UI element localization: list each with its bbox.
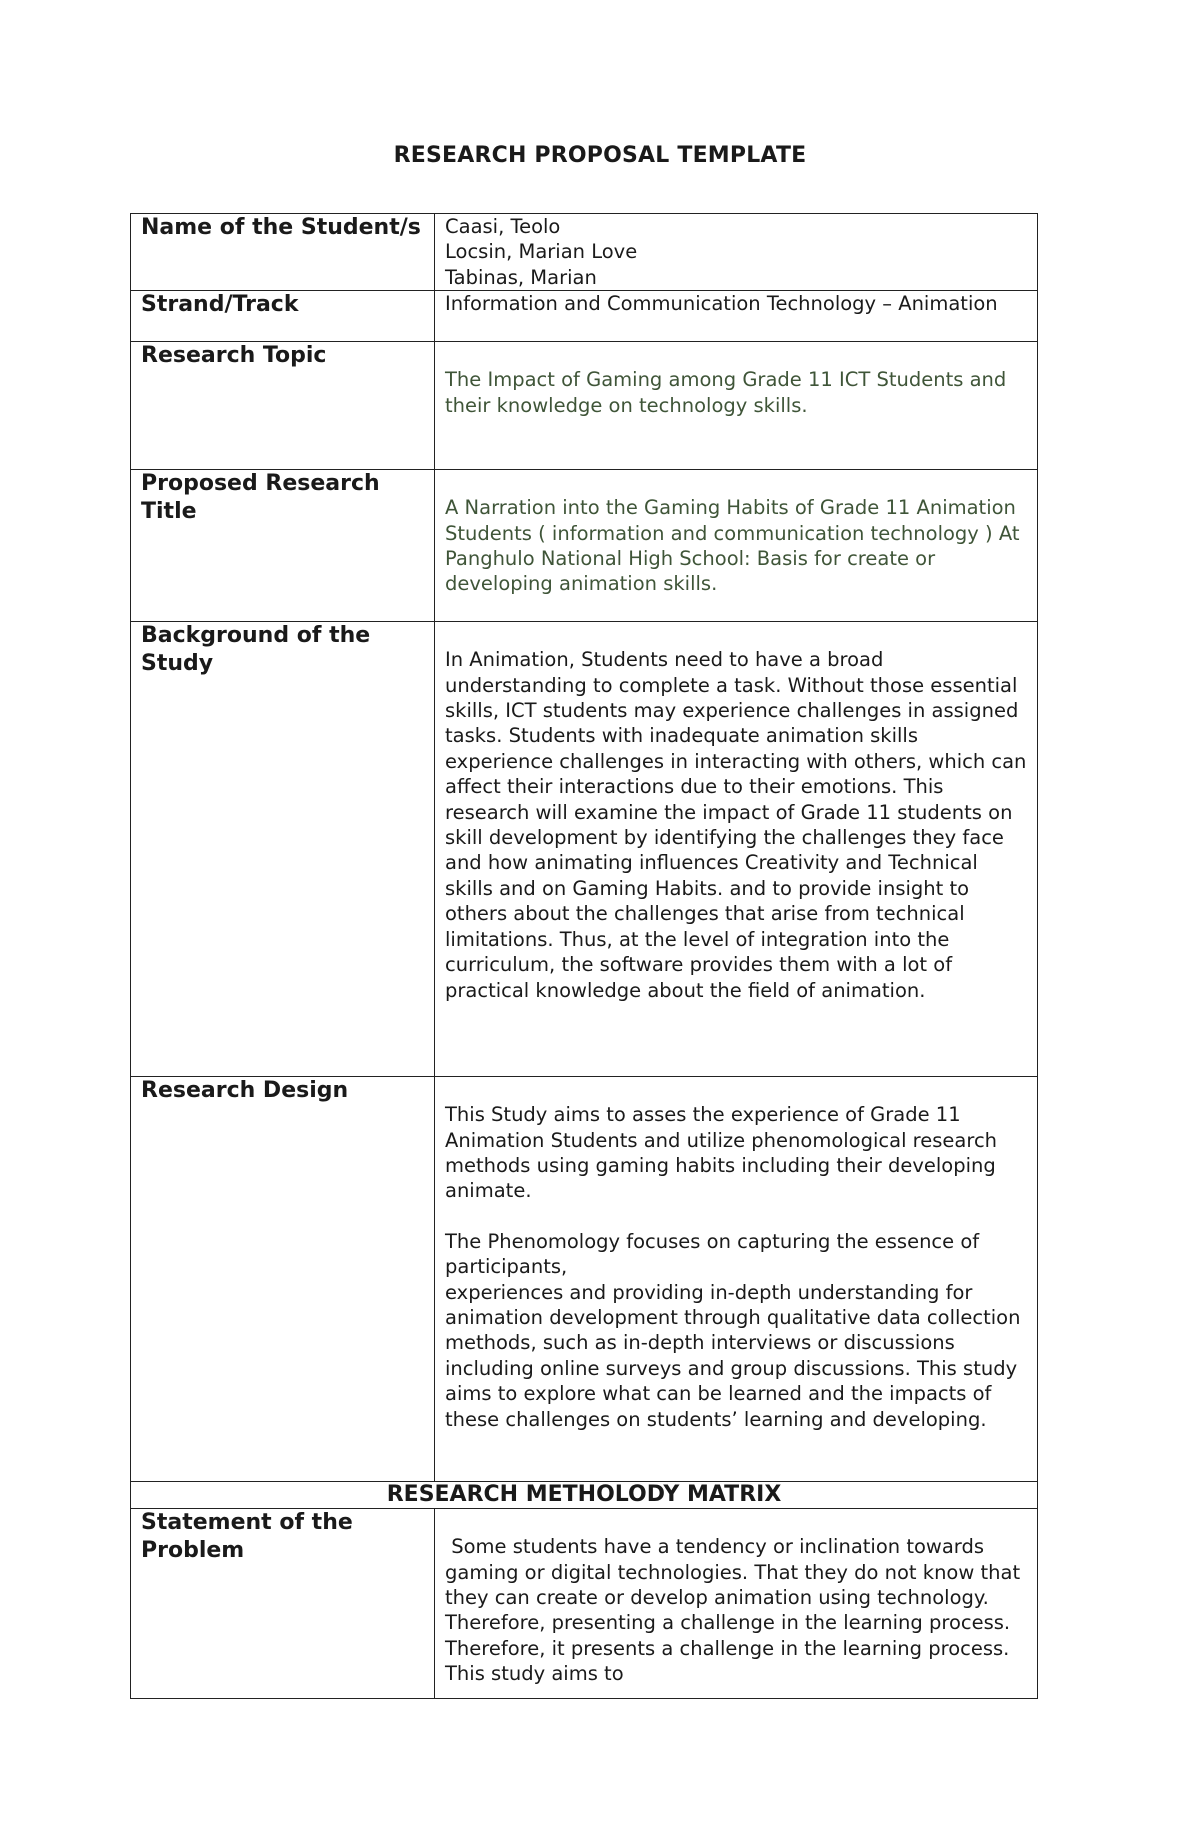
row-problem <box>131 1509 1038 1699</box>
proposal-table <box>130 213 1038 1699</box>
row-students <box>131 214 1038 291</box>
strand-value: Information and Communication Technology – Animation <box>445 292 998 316</box>
strand-label: Strand/Track <box>141 292 299 318</box>
label-cell <box>131 342 435 470</box>
page-title: RESEARCH PROPOSAL TEMPLATE <box>393 143 807 168</box>
label-cell <box>131 470 435 622</box>
row-research-design <box>131 1077 1038 1482</box>
row-topic <box>131 342 1038 470</box>
design-paragraph-2-line-1: The Phenomology focuses on capturing the essence of participants, <box>445 1229 980 1279</box>
proposed-title-value: A Narration into the Gaming Habits of Grade 11 Animation Students ( information and communication technology ) At Panghulo National High School: Basis for create or developing animation skills. <box>445 496 1020 596</box>
students-label: Name of the Student/s <box>141 215 421 240</box>
matrix-heading: RESEARCH METHOLODY MATRIX <box>131 1482 1038 1509</box>
student-name: Caasi, Teolo <box>445 215 561 238</box>
value-cell <box>435 470 1038 622</box>
row-matrix-heading <box>131 1482 1038 1509</box>
background-label: Background of the Study <box>141 623 371 677</box>
topic-line: The Impact of Gaming among Grade 11 ICT Students and <box>445 368 1007 392</box>
student-name: Locsin, Marian Love <box>445 240 638 264</box>
proposed-title-label: Proposed Research Title <box>141 471 380 525</box>
value-cell <box>435 214 1038 291</box>
row-background <box>131 622 1038 1077</box>
label-cell <box>131 291 435 342</box>
problem-value: Some students have a tendency or inclination towards gaming or digital technologies. That they do not know that they can create or develop animation using technology. Therefore, presenting a challenge in the learning process. Therefore, it presents a challenge in the learning process. This study aims to <box>445 1535 1027 1686</box>
background-value: In Animation, Students need to have a broad understanding to complete a task. Without those essential skills, ICT students may experience challenges in assigned tasks. Students with inadequate animation skills experience challenges in interacting with others, which can affect their interactions due to their emotions. This research will examine the impact of Grade 11 students on skill development by identifying the challenges they face and how animating influences Creativity and Technical skills and on Gaming Habits. and to provide insight to others about the challenges that arise from technical limitations. Thus, at the level of integration into the curriculum, the software provides them with a lot of practical knowledge about the field of animation. <box>445 648 1027 1002</box>
row-strand <box>131 291 1038 342</box>
value-cell <box>435 622 1038 1077</box>
problem-label: Statement of the Problem <box>141 1510 353 1564</box>
label-cell <box>131 214 435 291</box>
value-cell <box>435 1077 1038 1482</box>
value-cell <box>435 291 1038 342</box>
student-name: Tabinas, Marian <box>445 265 597 289</box>
label-cell <box>131 622 435 1077</box>
topic-label: Research Topic <box>141 343 327 369</box>
label-cell <box>131 1077 435 1482</box>
design-label: Research Design <box>141 1078 349 1104</box>
label-cell <box>131 1509 435 1699</box>
value-cell <box>435 1509 1038 1699</box>
row-proposed-title <box>131 470 1038 622</box>
topic-line: their knowledge on technology skills. <box>445 393 808 417</box>
design-paragraph-1: This Study aims to asses the experience of Grade 11 Animation Students and utilize phenomological research methods using gaming habits including their developing animate. <box>445 1103 998 1203</box>
design-paragraph-2-rest: experiences and providing in-depth understanding for animation development through qualitative data collection methods, such as in-depth interviews or discussions including online surveys and group discussions. This study aims to explore what can be learned and the impacts of these challenges on students’ learning and developing. <box>445 1280 1021 1431</box>
value-cell <box>435 342 1038 470</box>
